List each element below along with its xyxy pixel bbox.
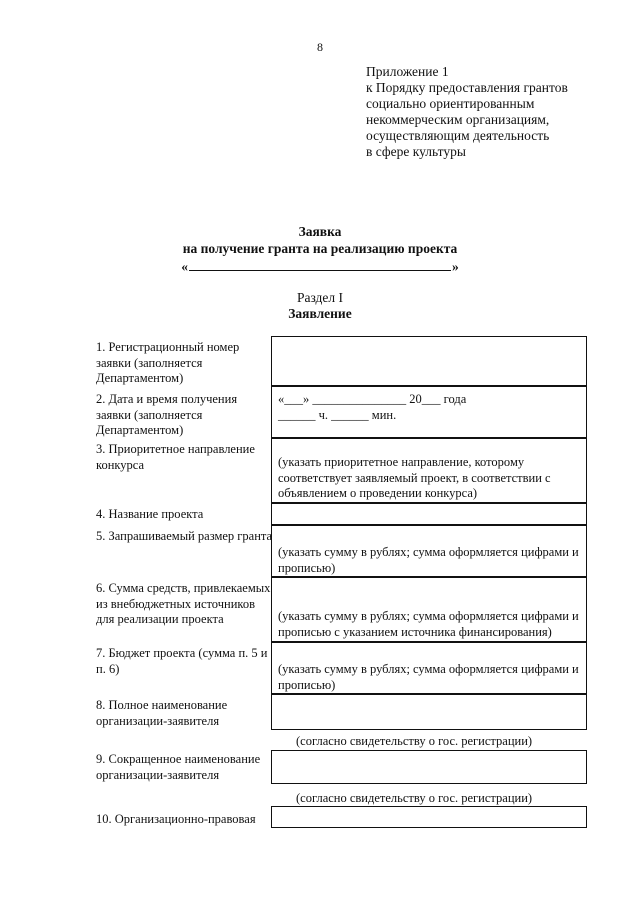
- project-title-field[interactable]: [271, 503, 587, 525]
- legal-form-field[interactable]: [271, 806, 587, 828]
- row3-label: 3. Приоритетное направление конкурса: [96, 442, 255, 472]
- date-template-line: «___» _______________ 20___ года: [278, 392, 467, 406]
- row6-label: 6. Сумма средств, привлекаемых из внебюджетных источников для реализации проекта: [96, 581, 271, 626]
- appendix-line: в сфере культуры: [366, 144, 466, 159]
- row1-label: 1. Регистрационный номер заявки (заполняется Департаментом): [96, 340, 240, 385]
- row8-label: 8. Полное наименование организации-заявителя: [96, 698, 228, 728]
- row4-label: 4. Название проекта: [96, 507, 204, 521]
- time-template-line: ______ ч. ______ мин.: [278, 408, 397, 422]
- appendix-block: [366, 64, 626, 160]
- grant-amount-hint: (указать сумму в рублях; сумма оформляется цифрами и прописью): [278, 545, 579, 575]
- short-org-name-caption: (согласно свидетельству о гос. регистрации): [296, 791, 533, 805]
- row5-label: 5. Запрашиваемый размер гранта: [96, 529, 273, 543]
- section-label: Раздел I: [296, 290, 344, 305]
- full-org-name-caption: (согласно свидетельству о гос. регистрации): [296, 734, 533, 748]
- document-title: Заявка: [298, 224, 342, 239]
- full-org-name-field[interactable]: [271, 694, 587, 730]
- row10-label: 10. Организационно-правовая: [96, 812, 256, 826]
- short-org-name-field[interactable]: [271, 750, 587, 784]
- row7-label: 7. Бюджет проекта (сумма п. 5 и п. 6): [96, 646, 268, 676]
- extrabudget-amount-hint: (указать сумму в рублях; сумма оформляется цифрами и прописью с указанием источника финансирования): [278, 609, 579, 639]
- appendix-line: к Порядку предоставления грантов: [366, 80, 568, 95]
- appendix-line: осуществляющим деятельность: [366, 128, 550, 143]
- page-number: 8: [317, 40, 323, 54]
- row2-label: 2. Дата и время получения заявки (заполняется Департаментом): [96, 392, 238, 437]
- row9-label: 9. Сокращенное наименование организации-заявителя: [96, 752, 261, 782]
- project-name-line[interactable]: [0, 258, 640, 275]
- section-name: Заявление: [288, 306, 352, 321]
- appendix-line: Приложение 1: [366, 64, 449, 79]
- appendix-line: социально ориентированным: [366, 96, 535, 111]
- project-budget-hint: (указать сумму в рублях; сумма оформляется цифрами и прописью): [278, 662, 579, 692]
- appendix-line: некоммерческим организациям,: [366, 112, 550, 127]
- quote-close: »: [452, 259, 459, 274]
- document-subtitle: на получение гранта на реализацию проекта: [182, 241, 458, 256]
- registration-number-field[interactable]: [271, 336, 587, 386]
- priority-direction-hint: (указать приоритетное направление, которому соответствует заявляемый проект, в соответствии с объявлением о проведении конкурса): [278, 455, 551, 500]
- project-name-blank[interactable]: [189, 258, 451, 271]
- quote-open: «: [181, 259, 188, 274]
